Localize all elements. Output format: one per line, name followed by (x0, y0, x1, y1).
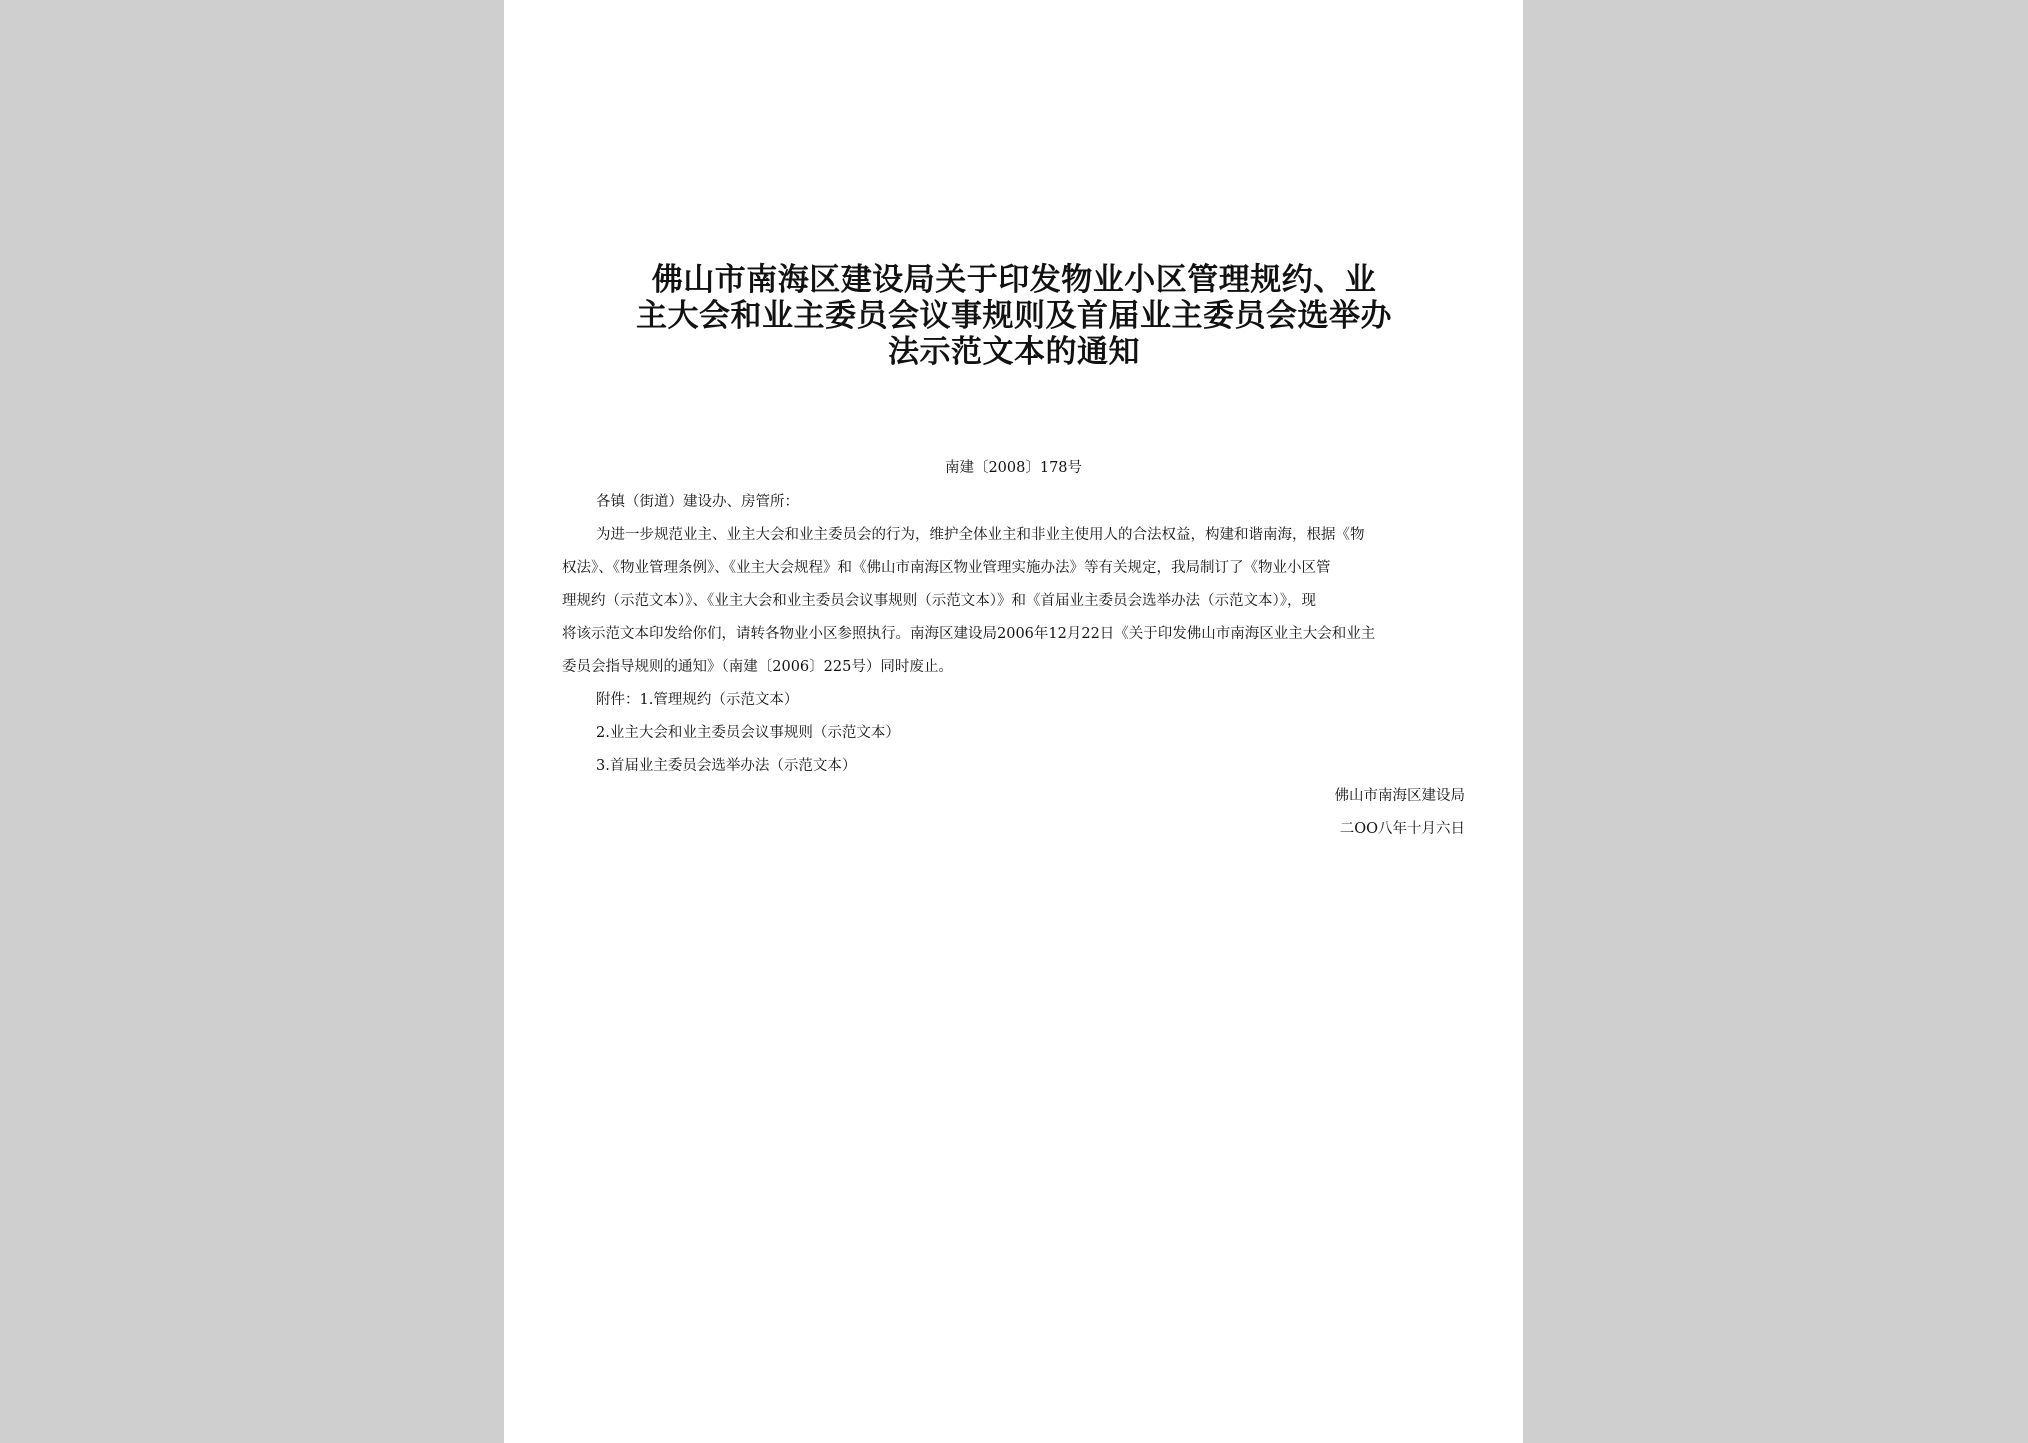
document-title (564, 262, 1464, 370)
document-page (504, 0, 1523, 1443)
body-line: 为进一步规范业主、业主大会和业主委员会的行为，维护全体业主和非业主使用人的合法权益，构建和谐南海，根据《物 (596, 527, 1365, 543)
document-body (562, 486, 1472, 783)
body-line: 将该示范文本印发给你们，请转各物业小区参照执行。南海区建设局2006年12月22日《关于印发佛山市南海区业主大会和业主 (562, 626, 1376, 642)
title-line: 法示范文本的通知 (888, 334, 1140, 370)
salutation: 各镇（街道）建设办、房管所： (596, 494, 799, 510)
attachment-item: 2.业主大会和业主委员会议事规则（示范文本） (596, 725, 900, 741)
attachment-item: 附件：1.管理规约（示范文本） (596, 692, 799, 708)
body-line: 委员会指导规则的通知》（南建〔2006〕225号）同时废止。 (562, 659, 953, 675)
title-line: 主大会和业主委员会议事规则及首届业主委员会选举办 (636, 298, 1392, 334)
title-line: 佛山市南海区建设局关于印发物业小区管理规约、业 (651, 262, 1377, 298)
body-line: 权法》、《物业管理条例》、《业主大会规程》和《佛山市南海区物业管理实施办法》等有关规定，我局制订了《物业小区管 (562, 560, 1331, 576)
issuer-signature: 佛山市南海区建设局 (1334, 788, 1465, 804)
body-line: 理规约（示范文本）》、《业主大会和业主委员会议事规则（示范文本）》和《首届业主委员会选举办法（示范文本）》，现 (562, 593, 1316, 609)
attachment-item: 3.首届业主委员会选举办法（示范文本） (596, 758, 857, 774)
issue-date: 二OO八年十月六日 (1339, 821, 1465, 837)
document-number: 南建〔2008〕178号 (944, 460, 1083, 476)
